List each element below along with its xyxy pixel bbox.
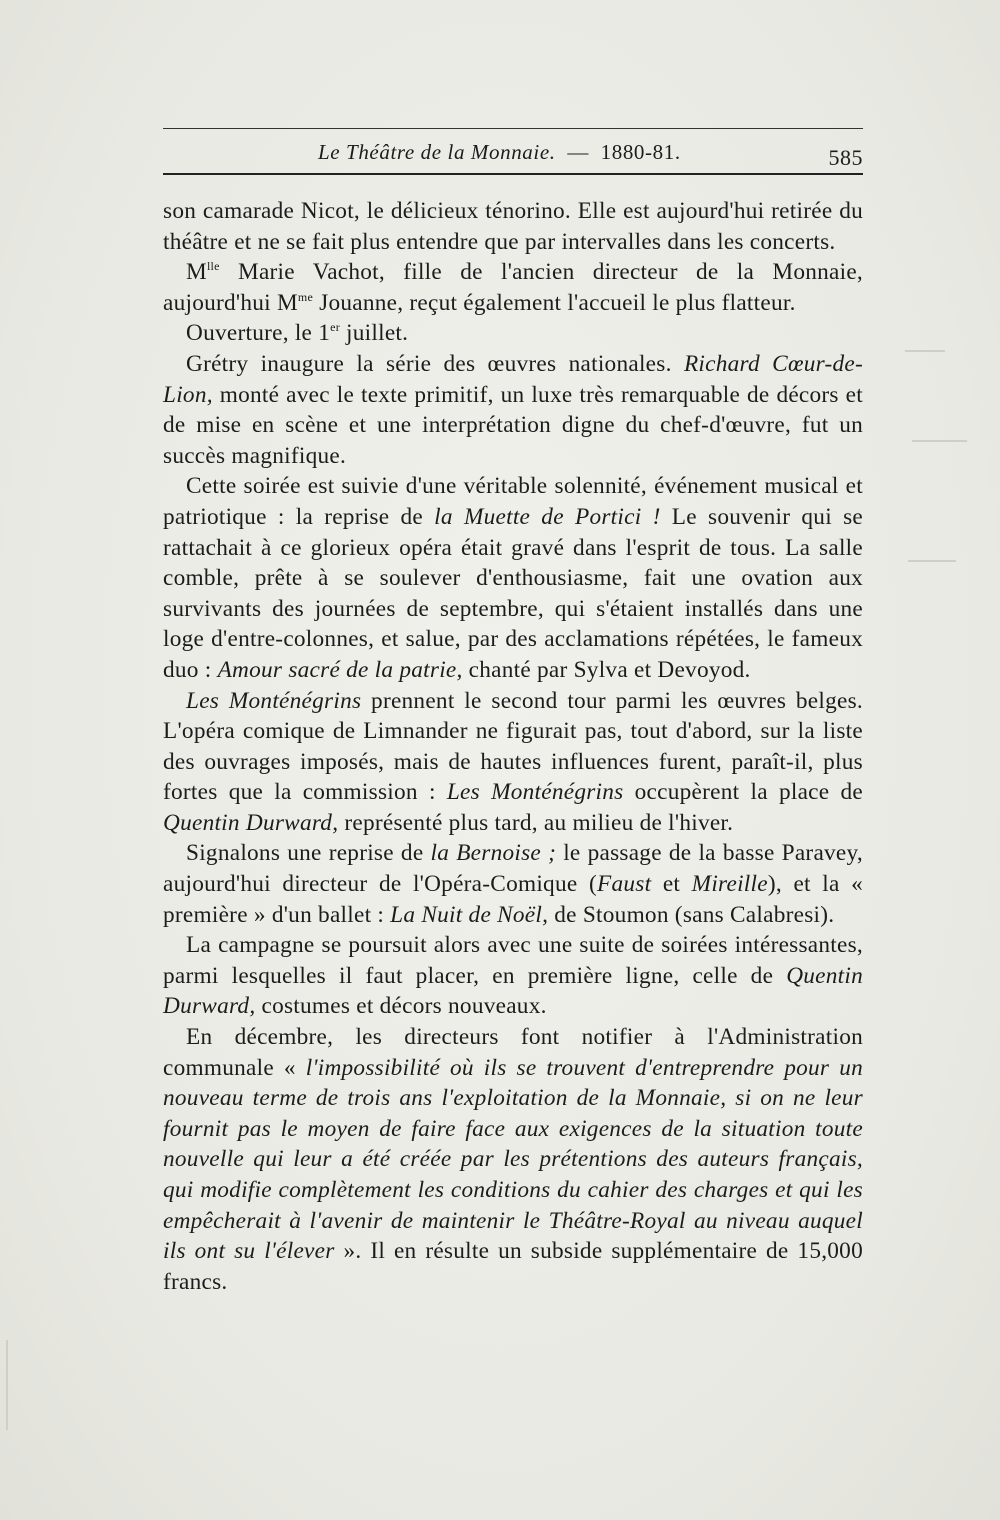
text-run: Jouanne, reçut également l'accueil le plus flatteur. [313, 289, 796, 316]
work-title: Quentin Durward, [163, 809, 339, 836]
header-rule-top [163, 128, 863, 129]
text-run: M [186, 259, 207, 286]
text-run: costumes et décors nouveaux. [255, 993, 547, 1020]
text-run: prennent le second tour parmi les œuvres belges. L'opéra comique de Limnander ne figurait pas, tout d'abord, sur la liste des ouvrages imposés, mais de hautes influences furent, paraît-il, plus fortes que la commission : [163, 687, 863, 806]
superscript: er [330, 320, 340, 335]
running-title-years: 1880-81. [600, 140, 681, 164]
text-run: En décembre, les directeurs font notifier à l'Administration communale « [163, 1024, 863, 1081]
work-title: Richard Cœur-de-Lion, [163, 350, 863, 408]
work-title: Quentin Durward, [163, 962, 863, 1020]
work-title: Faust [596, 871, 652, 898]
quotation: l'impossibilité où ils se trouvent d'entreprendre pour un nouveau terme de trois ans l'exploitation de la Monnaie, si on ne leur fournit pas le moyen de faire face aux exigences de la situation toute nouvelle qui leur a été créée par les prétentions des auteurs français, qui modifie complètement les conditions du cahier des charges et qui les empêcherait à l'avenir de maintenir le Théâtre-Royal au niveau auquel ils ont su l'élever [163, 1054, 863, 1265]
text-run: Grétry inaugure la série des œuvres nationales. [186, 350, 684, 377]
paragraph [163, 838, 863, 930]
text-run: monté avec le texte primitif, un luxe très remarquable de décors et de mise en scène et une interprétation digne du chef-d'œuvre, fut un succès magnifique. [163, 381, 863, 469]
paragraph [163, 318, 863, 349]
text-run: et [651, 871, 692, 898]
text-run: Ouverture, le 1 [186, 320, 331, 347]
work-title: Les Monténégrins [186, 687, 362, 714]
body-text [163, 196, 863, 1297]
work-title: la Bernoise ; [430, 840, 557, 867]
running-title-separator: — [567, 140, 589, 164]
paragraph [163, 930, 863, 1022]
work-title: la Muette de Portici ! [434, 503, 661, 530]
text-run: Le souvenir qui se rattachait à ce glorieux opéra était gravé dans l'esprit de tous. La salle comble, prête à se soulever d'enthousiasme, fait une ovation aux survivants des journées de septembre, qui s'étaient installés dans une loge d'entre-colonnes, et salue, par des acclamations répétées, le fameux duo : [163, 503, 863, 683]
paragraph: son camarade Nicot, le délicieux ténorino. Elle est aujourd'hui retirée du théâtre et ne se fait plus entendre que par intervalles dans les concerts. [163, 198, 863, 255]
page-edge-mark [6, 1340, 8, 1430]
text-run: Signalons une reprise de [186, 840, 431, 867]
text-run: ), et la « première » d'un ballet : [163, 871, 863, 928]
text-run: ». Il en résulte un subside supplémentaire de 15,000 francs. [163, 1238, 863, 1295]
show-through-mark [912, 440, 967, 442]
work-title: Amour sacré de la patrie, [217, 656, 463, 683]
text-run: le passage de la basse Paravey, aujourd'hui directeur de l'Opéra-Comique ( [163, 840, 863, 898]
superscript: lle [206, 259, 220, 274]
show-through-mark [908, 560, 956, 562]
header-rule-bottom [163, 173, 863, 175]
paragraph [163, 349, 863, 471]
text-run: Cette soirée est suivie d'une véritable solennité, événement musical et patriotique : la reprise de [163, 473, 863, 530]
superscript: me [297, 289, 314, 304]
paragraph [163, 471, 863, 685]
work-title: Les Monténégrins [446, 779, 624, 806]
text-run: occupèrent la place de [623, 779, 863, 806]
running-title-text: Le Théâtre de la Monnaie. [318, 140, 556, 164]
page-number: 585 [828, 145, 863, 170]
show-through-mark [905, 350, 945, 352]
text-run: chanté par Sylva et Devoyod. [462, 656, 751, 683]
paragraph [163, 257, 863, 318]
paragraph [163, 1022, 863, 1297]
work-title: Mireille [691, 871, 768, 898]
text-run: de Stoumon (sans Calabresi). [548, 901, 835, 928]
work-title: La Nuit de Noël, [390, 901, 549, 928]
paragraph [163, 686, 863, 839]
text-run: Marie Vachot, fille de l'ancien directeur de la Monnaie, aujourd'hui M [163, 259, 863, 316]
text-run: juillet. [339, 320, 409, 347]
text-run: La campagne se poursuit alors avec une suite de soirées intéressantes, parmi lesquelles il faut placer, en première ligne, celle de [163, 932, 863, 989]
running-title [318, 140, 681, 165]
running-header [163, 128, 863, 180]
text-run: représenté plus tard, au milieu de l'hiver. [338, 809, 734, 836]
